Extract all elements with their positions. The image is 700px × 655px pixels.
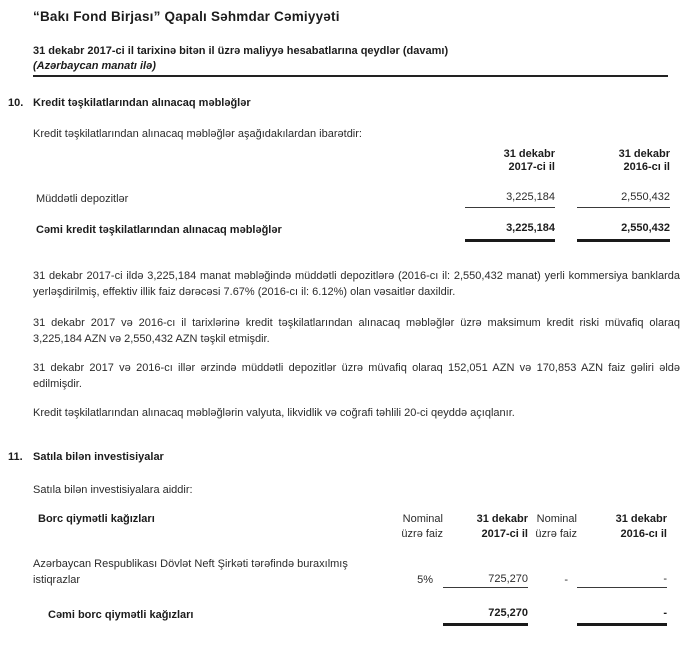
table-row (33, 191, 670, 208)
securities-label-header: Borc qiymətli kağızları (38, 513, 155, 525)
total-label: Cəmi borc qiymətli kağızları (48, 609, 194, 621)
section-11-title: Satıla bilən investisiyalar (33, 451, 164, 463)
col-header-nominal-rate-2017: Nominal üzrə faiz (401, 513, 443, 540)
row-value-2017: 3,225,184 (465, 191, 555, 208)
report-subtitle: 31 dekabr 2017-ci il tarixinə bitən il üzrə maliyyə hesabatlarına qeydlər (davamı) (33, 45, 449, 57)
table-total-row (33, 222, 670, 242)
section-11-intro: Satıla bilən investisiyalara aiddir: (33, 484, 193, 496)
section-10-intro: Kredit təşkilatlarından alınacaq məbləğlər aşağıdakılardan ibarətdir: (33, 128, 362, 140)
row-value-2016: - (577, 573, 667, 588)
total-value-2016: 2,550,432 (577, 222, 670, 242)
section-11-heading (8, 450, 680, 465)
section-11-number: 11. (8, 451, 23, 463)
row-rate-2017: 5% (417, 574, 433, 586)
header-divider (33, 75, 668, 77)
col-header-2016: 31 dekabr 2016-cı il (615, 513, 667, 540)
section-10-title: Kredit təşkilatlarından alınacaq məbləğlər (33, 97, 251, 109)
row-label: Müddətli depozitlər (36, 193, 129, 205)
total-label: Cəmi kredit təşkilatlarından alınacaq məbləğlər (36, 224, 282, 236)
table-deposits-header (33, 148, 670, 174)
section-10-number: 10. (8, 97, 24, 109)
total-value-2016: - (577, 607, 667, 626)
table-securities-header (33, 512, 667, 542)
company-title: “Bakı Fond Birjası” Qapalı Səhmdar Cəmiyyəti (33, 9, 340, 24)
row-label: Azərbaycan Respublikası Dövlət Neft Şirkəti tərəfində buraxılmış istiqrazlar (33, 558, 348, 586)
table-total-row (33, 607, 667, 626)
row-value-2016: 2,550,432 (577, 191, 670, 208)
total-value-2017: 3,225,184 (465, 222, 555, 242)
row-rate-2016: - (564, 574, 568, 586)
paragraph-deposits-detail: 31 dekabr 2017-ci ildə 3,225,184 manat məbləğində müddətli depozitlərə (2016-cı il: 2,550,432 manat) yerli kommersiya banklarda yerləşdirilmiş, effektiv illik faiz dərəcəsi 7.67% (2016-cı il: 6.12%) olan vəsaitlər daxildir. (33, 270, 680, 298)
row-value-2017: 725,270 (443, 573, 528, 588)
currency-note: (Azərbaycan manatı ilə) (33, 60, 156, 72)
table-row (33, 556, 667, 588)
total-value-2017: 725,270 (443, 607, 528, 626)
col-header-2016: 31 dekabr 2016-cı il (618, 148, 670, 173)
col-header-2017: 31 dekabr 2017-ci il (503, 148, 555, 173)
paragraph-credit-risk: 31 dekabr 2017 və 2016-cı il tarixlərinə kredit təşkilatlarından alınacaq məbləğlər üzrə maksimum kredit riski müvafiq olaraq 3,225,184 AZN və 2,550,432 AZN təşkil etmişdir. (33, 317, 680, 345)
paragraph-note-reference: Kredit təşkilatlarından alınacaq məbləğlərin valyuta, likvidlik və coğrafi təhlili 20-ci qeyddə açıqlanır. (33, 407, 515, 419)
section-10-heading (8, 96, 680, 111)
paragraph-interest-income: 31 dekabr 2017 və 2016-cı illər ərzində müddətli depozitlər üzrə müvafiq olaraq 152,051 AZN və 170,853 AZN faiz gəliri əldə edilmişdir. (33, 362, 680, 390)
col-header-nominal-rate-2016: Nominal üzrə faiz (535, 513, 577, 540)
col-header-2017: 31 dekabr 2017-ci il (476, 513, 528, 540)
